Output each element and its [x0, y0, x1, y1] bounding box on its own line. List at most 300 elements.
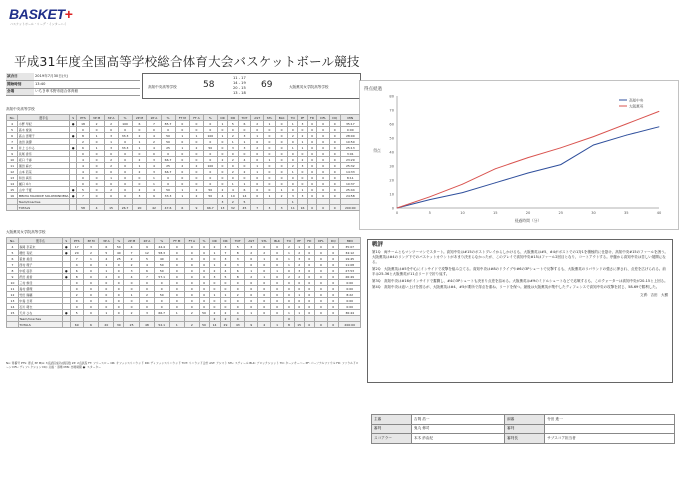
player-name: Team/Coaches: [18, 199, 70, 205]
stat-cell: ●: [62, 244, 70, 250]
stat-cell: 0: [175, 175, 190, 181]
stat-cell: 2: [294, 274, 304, 280]
stat-cell: ●: [70, 121, 77, 127]
stat-cell: ●: [70, 187, 77, 193]
stat-cell: 0:00: [339, 280, 361, 286]
box-header-cell: STL: [258, 238, 271, 244]
stat-cell: 0: [209, 280, 220, 286]
page-title: 平成31年度全国高等学校総合体育大会バスケットボール競技: [14, 54, 360, 69]
stat-cell: 1: [209, 292, 220, 298]
stat-cell: 28:00: [340, 133, 360, 139]
stat-cell: 26:49: [339, 274, 361, 280]
stat-cell: 0: [284, 298, 295, 304]
stat-cell: 20: [70, 250, 83, 256]
stat-cell: 0: [251, 187, 264, 193]
stat-cell: 4: [77, 169, 89, 175]
stat-cell: 47.6: [161, 205, 175, 211]
stat-cell: 0: [263, 133, 275, 139]
stat-cell: 2: [288, 163, 298, 169]
stat-cell: 1: [132, 139, 147, 145]
info-label: 試合日: [6, 73, 34, 81]
stat-cell: 0: [139, 286, 154, 292]
box-header-cell: DQ: [328, 238, 339, 244]
stat-cell: 3: [231, 262, 245, 268]
stat-cell: 1: [124, 292, 140, 298]
stat-cell: 0: [161, 181, 175, 187]
team-b-label: 大阪薫英女学院高等学校: [6, 230, 46, 234]
box-header-cell: AST: [251, 115, 264, 121]
stat-cell: 9: [245, 322, 258, 328]
stat-cell: 33.3: [118, 133, 132, 139]
stat-cell: 2: [228, 199, 238, 205]
stat-cell: 0: [70, 286, 83, 292]
stat-cell: 0: [77, 181, 89, 187]
stat-cell: 3: [83, 244, 99, 250]
stat-cell: 1: [89, 133, 104, 139]
x-tick-label: 25: [558, 211, 564, 215]
box-header-cell: FD: [307, 115, 317, 121]
player-name: MBOYA MAURICE SOLOMONDERA: [18, 193, 69, 198]
stat-cell: 2: [124, 262, 140, 268]
stat-cell: 3: [238, 145, 251, 151]
stat-cell: 2: [147, 139, 161, 145]
box-header-cell: FT A: [185, 238, 200, 244]
stat-cell: 0: [271, 256, 284, 262]
stat-cell: 4: [99, 256, 114, 262]
series-point: [659, 126, 660, 127]
stat-cell: 3: [104, 145, 118, 151]
stat-cell: 0: [217, 139, 227, 145]
box-header-cell: OR: [209, 238, 220, 244]
stat-cell: 0: [169, 268, 184, 274]
stat-cell: 3: [209, 274, 220, 280]
stat-cell: 0: [199, 256, 209, 262]
stat-cell: 0: [328, 256, 339, 262]
stat-cell: 4: [147, 163, 161, 169]
stat-cell: 0: [228, 163, 238, 169]
score-summary: [142, 73, 361, 99]
box-header-cell: %: [114, 238, 124, 244]
series-point: [462, 184, 463, 185]
stat-cell: 15: [294, 322, 304, 328]
stat-cell: 0: [161, 175, 175, 181]
stat-cell: 6: [231, 268, 245, 274]
y-axis-label: 得点: [373, 148, 381, 153]
stat-cell: 0: [154, 280, 169, 286]
stat-cell: 1: [263, 121, 275, 127]
stat-cell: 0: [294, 298, 304, 304]
stat-cell: 0: [83, 268, 99, 274]
player-name: 笹倉 美佳: [18, 256, 62, 262]
stat-cell: 0: [132, 151, 147, 157]
stat-cell: 4: [139, 262, 154, 268]
box-header-cell: DQ: [329, 115, 340, 121]
stat-cell: 0: [231, 298, 245, 304]
stat-cell: 0: [217, 145, 227, 151]
review-signature: 文責：吉田 大樹: [640, 293, 668, 298]
stat-cell: 0: [89, 193, 104, 199]
stat-cell: 0: [203, 151, 217, 157]
stat-cell: 8:22: [339, 292, 361, 298]
stat-cell: 0: [185, 250, 200, 256]
stat-cell: 0: [275, 181, 287, 187]
stat-cell: 12: [139, 250, 154, 256]
stat-cell: 0: [314, 274, 327, 280]
stat-cell: 0: [284, 286, 295, 292]
stat-cell: 0: [175, 181, 190, 187]
box-header-cell: 3P M: [83, 238, 99, 244]
stat-cell: 8: [7, 268, 19, 274]
stat-cell: 1: [220, 292, 231, 298]
stat-cell: 0: [258, 262, 271, 268]
stat-cell: 10:50: [340, 139, 360, 145]
legend-label: 高知中央: [629, 98, 644, 103]
stat-cell: 4: [7, 121, 18, 127]
stat-cell: 2: [220, 262, 231, 268]
player-name: 高山 恵理子: [18, 133, 70, 139]
stat-cell: 0: [304, 262, 314, 268]
stat-cell: 0: [263, 127, 275, 133]
stat-cell: 1: [251, 133, 264, 139]
stat-cell: 0: [304, 304, 314, 310]
stat-cell: 6: [77, 145, 89, 151]
stat-cell: 1: [175, 187, 190, 193]
stat-cell: 0: [77, 127, 89, 133]
team-b-score: 69: [261, 80, 273, 90]
stat-cell: 0: [329, 133, 340, 139]
stat-cell: 0: [314, 256, 327, 262]
stat-cell: 5: [99, 250, 114, 256]
stat-cell: 0: [199, 280, 209, 286]
stat-cell: 1: [245, 310, 258, 316]
stat-cell: 58.3: [154, 250, 169, 256]
stat-cell: 0: [132, 181, 147, 187]
stat-cell: 4: [124, 244, 140, 250]
stat-cell: 0: [288, 139, 298, 145]
score-progression-chart: [359, 80, 679, 230]
x-axis-label: 経過時間（分）: [514, 218, 542, 223]
stat-cell: 0: [258, 244, 271, 250]
stat-cell: 0: [114, 286, 124, 292]
stat-cell: 0: [317, 151, 329, 157]
stat-cell: 16: [298, 205, 307, 211]
stat-cell: 42: [147, 205, 161, 211]
stat-cell: 0: [271, 304, 284, 310]
box-header-cell: 2P A: [147, 115, 161, 121]
y-tick-label: 60: [389, 122, 394, 127]
box-header-cell: %: [199, 238, 209, 244]
box-header-cell: No.: [7, 115, 18, 121]
stat-cell: 0: [288, 151, 298, 157]
stat-cell: 0: [169, 286, 184, 292]
team-b-name: 大阪薫英女学院高等学校: [289, 85, 329, 89]
stat-cell: 0: [263, 175, 275, 181]
stat-cell: 9: [7, 274, 19, 280]
stat-cell: 2: [132, 187, 147, 193]
official-label: 副審: [505, 415, 545, 425]
stat-cell: 0: [118, 187, 132, 193]
stat-cell: 0: [217, 175, 227, 181]
logo-subtitle: バスケットボール・リーグ・インターハイ: [10, 22, 67, 26]
stat-cell: 40: [114, 250, 124, 256]
quarter-score: 13 - 18: [233, 91, 246, 95]
y-tick-label: 80: [389, 94, 394, 99]
stat-cell: 40: [154, 256, 169, 262]
stat-cell: 20: [99, 322, 114, 328]
stat-cell: 52.1: [154, 322, 169, 328]
stat-cell: 4: [77, 163, 89, 169]
box-header-cell: BLK: [275, 115, 287, 121]
player-name: 井上 ひかる: [18, 145, 70, 151]
stat-cell: 0: [83, 280, 99, 286]
stat-cell: 2: [132, 133, 147, 139]
player-name: 和田 真奈: [18, 175, 70, 181]
official-name: 寺田 進一: [545, 415, 675, 425]
x-tick-label: 35: [623, 211, 629, 215]
stat-cell: 1: [294, 310, 304, 316]
stat-cell: 9: [147, 193, 161, 199]
stat-cell: 66.7: [154, 310, 169, 316]
official-name: 鬼丸 修司: [412, 424, 505, 434]
stat-cell: 0: [169, 280, 184, 286]
x-tick-label: 10: [460, 211, 465, 215]
stat-cell: 2: [190, 193, 204, 199]
stat-cell: 4: [77, 157, 89, 163]
team-a-score: 58: [203, 80, 215, 90]
stat-cell: 0: [185, 298, 200, 304]
stat-cell: 2: [298, 133, 307, 139]
stat-cell: 0: [231, 304, 245, 310]
stat-cell: 24:58: [340, 193, 360, 199]
box-header-cell: No.: [7, 238, 19, 244]
stat-cell: 2: [294, 262, 304, 268]
stat-cell: 0: [209, 286, 220, 292]
series-point: [560, 147, 561, 148]
stat-cell: 7: [220, 250, 231, 256]
stat-cell: 0: [314, 292, 327, 298]
stat-cell: 6: [175, 205, 190, 211]
stat-cell: 1: [275, 187, 287, 193]
stat-cell: 0: [329, 175, 340, 181]
stat-cell: 0: [328, 244, 339, 250]
stat-cell: 0: [317, 139, 329, 145]
stat-cell: 23:29: [340, 157, 360, 163]
stat-cell: 4: [89, 205, 104, 211]
player-name: 石川 萌衣: [18, 304, 62, 310]
stat-cell: 36:44: [339, 310, 361, 316]
info-value: 13:40: [34, 81, 140, 89]
stat-cell: 0: [209, 298, 220, 304]
player-name: 竹田 瑞穂: [18, 292, 62, 298]
stat-cell: 0: [258, 268, 271, 274]
stat-cell: 1: [147, 181, 161, 187]
stat-cell: 25:13: [340, 145, 360, 151]
stat-cell: 0: [271, 298, 284, 304]
player-name: 増田 有紀: [18, 250, 62, 256]
stat-cell: 50: [154, 268, 169, 274]
player-name: 天井 ひな: [18, 310, 62, 316]
stat-cell: 0: [288, 181, 298, 187]
stat-cell: 4: [124, 274, 140, 280]
box-header-cell: %: [154, 238, 169, 244]
stat-cell: 3: [263, 205, 275, 211]
stat-cell: 1: [263, 157, 275, 163]
stat-cell: 0: [220, 286, 231, 292]
stat-cell: 2: [284, 274, 295, 280]
stat-cell: 8: [7, 145, 18, 151]
stat-cell: 0: [328, 304, 339, 310]
stat-cell: 0: [175, 169, 190, 175]
x-tick-label: 30: [591, 211, 596, 215]
stat-cell: 0: [288, 175, 298, 181]
info-value: 2019年7月30日(火): [34, 73, 140, 81]
stat-cell: 0: [185, 286, 200, 292]
review-title: 戦評: [372, 242, 384, 248]
stat-cell: 0: [245, 292, 258, 298]
stat-cell: 25: [161, 145, 175, 151]
stat-cell: 1: [132, 163, 147, 169]
stat-cell: 13: [7, 298, 19, 304]
stat-cell: 0: [329, 187, 340, 193]
stat-cell: 1: [175, 193, 190, 199]
stat-cell: 0: [307, 133, 317, 139]
stat-cell: 0: [314, 298, 327, 304]
stat-cell: 0: [304, 280, 314, 286]
stat-cell: 0: [203, 181, 217, 187]
stat-cell: 0: [99, 292, 114, 298]
stat-cell: 66.7: [161, 157, 175, 163]
y-tick-label: 70: [389, 108, 394, 113]
box-header-cell: 選手名: [18, 115, 70, 121]
stat-cell: 25: [161, 163, 175, 169]
series-point: [593, 136, 594, 137]
stat-cell: 14: [7, 181, 18, 187]
stat-cell: 3: [104, 133, 118, 139]
stat-cell: 27:53: [339, 268, 361, 274]
stat-cell: 0: [317, 205, 329, 211]
stat-cell: 50: [154, 292, 169, 298]
official-label: 審判: [505, 424, 545, 434]
stat-cell: 0: [203, 175, 217, 181]
stat-cell: 0: [203, 169, 217, 175]
series-point: [495, 182, 496, 183]
stat-cell: 69: [70, 322, 83, 328]
stat-cell: 0: [89, 127, 104, 133]
stat-cell: 0: [298, 181, 307, 187]
stat-cell: 0: [328, 298, 339, 304]
stat-cell: 1: [175, 133, 190, 139]
stat-cell: 6: [99, 244, 114, 250]
stat-cell: 0: [228, 151, 238, 157]
review-paragraph: 第1Q 両チームともマンツーマンでスタート。高知中央は#15のポストプレイからしかけるも、大阪薫英は#5、#4がポストでの1対1を積極的に仕掛け、高知中央#15のファールを誘う。大阪薫英は#4のリング下でのバスケットカウントがあまり決まらなかったが、このプレイで高知中央#15はファール2回目となり、コートアウトする。序盤から高知中央は苦しい展開になる。: [372, 250, 669, 265]
stat-cell: 0: [317, 121, 329, 127]
stat-cell: 2: [209, 268, 220, 274]
stat-cell: 0: [271, 244, 284, 250]
stat-cell: 3: [245, 244, 258, 250]
stat-cell: 2: [245, 250, 258, 256]
stat-cell: 0: [154, 304, 169, 310]
player-name: 池田 美優: [18, 139, 70, 145]
stat-cell: 0: [304, 268, 314, 274]
stat-cell: 0: [175, 157, 190, 163]
box-header-cell: AST: [245, 238, 258, 244]
stat-cell: [70, 205, 77, 211]
stat-cell: 25:32: [340, 163, 360, 169]
stat-cell: 0: [169, 244, 184, 250]
stat-cell: 14: [209, 322, 220, 328]
stat-cell: 0: [139, 304, 154, 310]
stat-cell: 1: [294, 292, 304, 298]
stat-cell: 11: [7, 163, 18, 169]
stat-cell: 50: [161, 133, 175, 139]
stat-cell: 6: [70, 268, 83, 274]
stat-cell: 0: [329, 151, 340, 157]
stat-cell: 25:44: [340, 187, 360, 193]
stat-cell: 0: [147, 127, 161, 133]
box-header-cell: 選手名: [18, 238, 62, 244]
stat-cell: 0: [314, 250, 327, 256]
stat-cell: 45: [238, 205, 251, 211]
stat-cell: 0: [114, 292, 124, 298]
stat-cell: 43: [231, 322, 245, 328]
series-point: [659, 111, 660, 112]
stat-cell: 1: [217, 133, 227, 139]
stat-cell: 11: [7, 286, 19, 292]
stat-cell: 0: [307, 145, 317, 151]
stat-cell: 0: [298, 169, 307, 175]
stat-cell: 0:00: [340, 127, 360, 133]
box-header-cell: PTS: [70, 238, 83, 244]
stat-cell: 0: [275, 151, 287, 157]
stat-cell: 0: [99, 286, 114, 292]
stat-cell: 50: [161, 139, 175, 145]
stat-cell: 5: [238, 199, 251, 205]
stat-cell: 0: [83, 274, 99, 280]
stat-cell: 0: [317, 145, 329, 151]
stat-cell: 10:37: [340, 181, 360, 187]
stat-cell: 0: [124, 298, 140, 304]
stat-cell: 0: [132, 127, 147, 133]
box-header-cell: PF: [298, 115, 307, 121]
stat-cell: 0: [83, 262, 99, 268]
player-name: 長尾 香奈: [18, 151, 70, 157]
stat-cell: 0: [304, 310, 314, 316]
stat-cell: 0: [275, 175, 287, 181]
stat-cell: 0: [245, 280, 258, 286]
stat-cell: 5: [220, 274, 231, 280]
stat-cell: 0: [175, 151, 190, 157]
stat-cell: 2: [220, 310, 231, 316]
stat-cell: 1: [288, 199, 298, 205]
y-tick-label: 40: [389, 150, 394, 155]
review-paragraph: 第4Q 高知中央は追い上げを図るが、大阪薫英は#4、#5が要所で得点を重ね、リードを保つ。最後は大阪薫英が集中したディフェンスで高知中央の攻撃を封じ、58-69で勝利した。: [372, 285, 660, 290]
stat-cell: 26.7: [118, 205, 132, 211]
player-name: 三村 侑佳: [18, 280, 62, 286]
stat-cell: 0: [169, 256, 184, 262]
stat-cell: 0: [77, 151, 89, 157]
stat-cell: 0: [271, 310, 284, 316]
stat-cell: ●: [62, 268, 70, 274]
stat-cell: 6: [132, 121, 147, 127]
stat-cell: 0: [317, 175, 329, 181]
stat-cell: 0: [258, 286, 271, 292]
stat-cell: 0: [104, 127, 118, 133]
box-header-cell: PTS: [77, 115, 89, 121]
game-info-row: [6, 88, 140, 96]
stat-cell: 0: [139, 298, 154, 304]
stat-cell: 1: [288, 145, 298, 151]
stat-cell: 0: [185, 244, 200, 250]
